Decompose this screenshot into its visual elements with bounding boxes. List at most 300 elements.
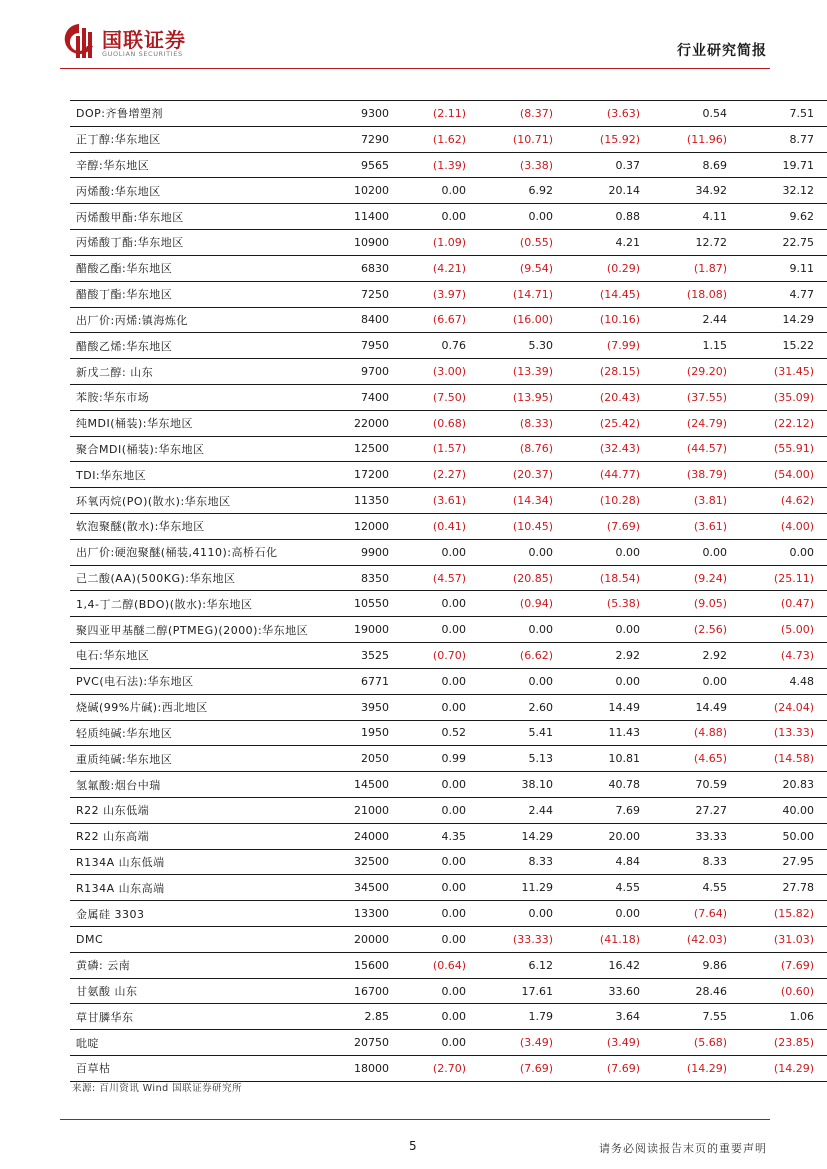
- change-cell: 6.12: [476, 952, 563, 978]
- change-cell: (18.08): [650, 281, 737, 307]
- price-cell: 8350: [341, 565, 389, 591]
- change-cell: (13.95): [476, 384, 563, 410]
- change-cell: (31.03): [737, 927, 827, 953]
- price-cell: 10900: [341, 230, 389, 256]
- change-cell: 6.92: [476, 178, 563, 204]
- product-name-cell: 金属硅 3303: [70, 901, 341, 927]
- change-cell: (4.57): [389, 565, 476, 591]
- change-cell: (14.71): [476, 281, 563, 307]
- change-cell: (4.62): [737, 488, 827, 514]
- table-body: [70, 101, 827, 1082]
- change-cell: 32.12: [737, 178, 827, 204]
- product-name-cell: 环氧丙烷(PO)(散水):华东地区: [70, 488, 341, 514]
- change-cell: 1.06: [737, 1004, 827, 1030]
- change-cell: (2.56): [650, 617, 737, 643]
- change-cell: (35.09): [737, 384, 827, 410]
- change-cell: (15.92): [563, 126, 650, 152]
- change-cell: (4.21): [389, 255, 476, 281]
- change-cell: (5.38): [563, 591, 650, 617]
- change-cell: 14.49: [650, 694, 737, 720]
- change-cell: 27.78: [737, 875, 827, 901]
- table-row: [70, 875, 827, 901]
- price-cell: 9900: [341, 539, 389, 565]
- change-cell: (37.55): [650, 384, 737, 410]
- change-cell: 7.55: [650, 1004, 737, 1030]
- price-change-table: [70, 100, 827, 1082]
- change-cell: (8.37): [476, 101, 563, 127]
- change-cell: 33.60: [563, 978, 650, 1004]
- change-cell: (0.29): [563, 255, 650, 281]
- change-cell: (32.43): [563, 436, 650, 462]
- change-cell: 0.00: [389, 668, 476, 694]
- price-cell: 12500: [341, 436, 389, 462]
- product-name-cell: R22 山东低端: [70, 797, 341, 823]
- table-row: [70, 359, 827, 385]
- change-cell: (10.16): [563, 307, 650, 333]
- table-row: [70, 849, 827, 875]
- price-cell: 22000: [341, 410, 389, 436]
- change-cell: (3.61): [650, 514, 737, 540]
- change-cell: 5.41: [476, 720, 563, 746]
- price-cell: 10200: [341, 178, 389, 204]
- price-cell: 10550: [341, 591, 389, 617]
- change-cell: (7.99): [563, 333, 650, 359]
- product-name-cell: 苯胺:华东市场: [70, 384, 341, 410]
- change-cell: 27.27: [650, 797, 737, 823]
- change-cell: (3.97): [389, 281, 476, 307]
- change-cell: 4.48: [737, 668, 827, 694]
- table-row: [70, 823, 827, 849]
- change-cell: 17.61: [476, 978, 563, 1004]
- change-cell: (2.70): [389, 1056, 476, 1082]
- table-row: [70, 1056, 827, 1082]
- change-cell: 0.76: [389, 333, 476, 359]
- table-row: [70, 643, 827, 669]
- change-cell: (25.42): [563, 410, 650, 436]
- change-cell: 4.77: [737, 281, 827, 307]
- change-cell: (0.64): [389, 952, 476, 978]
- change-cell: (3.63): [563, 101, 650, 127]
- product-name-cell: 重质纯碱:华东地区: [70, 746, 341, 772]
- price-cell: 32500: [341, 849, 389, 875]
- change-cell: (1.09): [389, 230, 476, 256]
- change-cell: (10.45): [476, 514, 563, 540]
- product-name-cell: R134A 山东低端: [70, 849, 341, 875]
- change-cell: (20.85): [476, 565, 563, 591]
- change-cell: 33.33: [650, 823, 737, 849]
- price-cell: 19000: [341, 617, 389, 643]
- change-cell: 11.29: [476, 875, 563, 901]
- change-cell: 3.64: [563, 1004, 650, 1030]
- change-cell: 0.00: [389, 797, 476, 823]
- product-name-cell: 烧碱(99%片碱):西北地区: [70, 694, 341, 720]
- change-cell: 0.00: [476, 901, 563, 927]
- change-cell: (5.00): [737, 617, 827, 643]
- product-name-cell: 黄磷: 云南: [70, 952, 341, 978]
- change-cell: 0.00: [563, 539, 650, 565]
- change-cell: (0.94): [476, 591, 563, 617]
- change-cell: (1.62): [389, 126, 476, 152]
- product-name-cell: 电石:华东地区: [70, 643, 341, 669]
- table-row: [70, 462, 827, 488]
- product-name-cell: 辛醇:华东地区: [70, 152, 341, 178]
- product-name-cell: DOP:齐鲁增塑剂: [70, 101, 341, 127]
- change-cell: (42.03): [650, 927, 737, 953]
- change-cell: 0.00: [563, 668, 650, 694]
- table-row: [70, 927, 827, 953]
- change-cell: (3.00): [389, 359, 476, 385]
- product-name-cell: DMC: [70, 927, 341, 953]
- change-cell: (9.05): [650, 591, 737, 617]
- change-cell: 40.78: [563, 772, 650, 798]
- change-cell: 0.37: [563, 152, 650, 178]
- change-cell: 0.00: [476, 204, 563, 230]
- change-cell: (14.34): [476, 488, 563, 514]
- price-cell: 16700: [341, 978, 389, 1004]
- product-name-cell: 丙烯酸甲酯:华东地区: [70, 204, 341, 230]
- change-cell: 9.11: [737, 255, 827, 281]
- price-cell: 7250: [341, 281, 389, 307]
- change-cell: (9.54): [476, 255, 563, 281]
- table-row: [70, 720, 827, 746]
- price-cell: 6830: [341, 255, 389, 281]
- change-cell: (2.27): [389, 462, 476, 488]
- change-cell: (8.33): [476, 410, 563, 436]
- product-name-cell: 纯MDI(桶装):华东地区: [70, 410, 341, 436]
- change-cell: (7.69): [737, 952, 827, 978]
- report-type-label: 行业研究简报: [677, 43, 767, 59]
- change-cell: (10.28): [563, 488, 650, 514]
- price-cell: 34500: [341, 875, 389, 901]
- change-cell: (4.88): [650, 720, 737, 746]
- change-cell: (2.11): [389, 101, 476, 127]
- change-cell: 0.52: [389, 720, 476, 746]
- change-cell: 1.15: [650, 333, 737, 359]
- change-cell: (0.70): [389, 643, 476, 669]
- change-cell: 12.72: [650, 230, 737, 256]
- change-cell: (20.43): [563, 384, 650, 410]
- table-row: [70, 126, 827, 152]
- change-cell: 2.92: [563, 643, 650, 669]
- table-row: [70, 565, 827, 591]
- change-cell: 50.00: [737, 823, 827, 849]
- price-cell: 20000: [341, 927, 389, 953]
- product-name-cell: 轻质纯碱:华东地区: [70, 720, 341, 746]
- table-row: [70, 333, 827, 359]
- change-cell: (1.39): [389, 152, 476, 178]
- change-cell: 0.88: [563, 204, 650, 230]
- change-cell: (3.49): [563, 1030, 650, 1056]
- change-cell: 34.92: [650, 178, 737, 204]
- change-cell: (5.68): [650, 1030, 737, 1056]
- change-cell: (7.69): [476, 1056, 563, 1082]
- price-cell: 21000: [341, 797, 389, 823]
- change-cell: 40.00: [737, 797, 827, 823]
- change-cell: 2.44: [650, 307, 737, 333]
- change-cell: (7.64): [650, 901, 737, 927]
- change-cell: 5.13: [476, 746, 563, 772]
- change-cell: 0.00: [389, 204, 476, 230]
- change-cell: (9.24): [650, 565, 737, 591]
- change-cell: (10.71): [476, 126, 563, 152]
- change-cell: 4.55: [650, 875, 737, 901]
- change-cell: 0.00: [389, 591, 476, 617]
- change-cell: (1.87): [650, 255, 737, 281]
- change-cell: (3.38): [476, 152, 563, 178]
- change-cell: (23.85): [737, 1030, 827, 1056]
- product-name-cell: 醋酸乙酯:华东地区: [70, 255, 341, 281]
- price-cell: 11350: [341, 488, 389, 514]
- price-cell: 12000: [341, 514, 389, 540]
- product-name-cell: 丙烯酸:华东地区: [70, 178, 341, 204]
- change-cell: 0.00: [389, 901, 476, 927]
- price-cell: 7290: [341, 126, 389, 152]
- change-cell: (38.79): [650, 462, 737, 488]
- change-cell: (54.00): [737, 462, 827, 488]
- change-cell: 0.00: [476, 539, 563, 565]
- change-cell: 20.14: [563, 178, 650, 204]
- change-cell: 11.43: [563, 720, 650, 746]
- change-cell: 9.86: [650, 952, 737, 978]
- footer-divider: [60, 1119, 770, 1120]
- table-row: [70, 952, 827, 978]
- change-cell: (14.45): [563, 281, 650, 307]
- product-name-cell: TDI:华东地区: [70, 462, 341, 488]
- change-cell: 14.49: [563, 694, 650, 720]
- product-name-cell: 出厂价:丙烯:镇海炼化: [70, 307, 341, 333]
- change-cell: 14.29: [476, 823, 563, 849]
- change-cell: (4.73): [737, 643, 827, 669]
- change-cell: 20.00: [563, 823, 650, 849]
- table-row: [70, 514, 827, 540]
- change-cell: (44.57): [650, 436, 737, 462]
- logo-text-cn: 国联证券: [102, 28, 186, 52]
- change-cell: (3.81): [650, 488, 737, 514]
- change-cell: (0.41): [389, 514, 476, 540]
- page-number: 5: [409, 1139, 417, 1153]
- table-row: [70, 255, 827, 281]
- price-cell: 13300: [341, 901, 389, 927]
- table-row: [70, 410, 827, 436]
- change-cell: (0.60): [737, 978, 827, 1004]
- price-cell: 14500: [341, 772, 389, 798]
- header-divider: [60, 68, 770, 69]
- table-row: [70, 539, 827, 565]
- change-cell: (24.79): [650, 410, 737, 436]
- change-cell: (1.57): [389, 436, 476, 462]
- change-cell: (28.15): [563, 359, 650, 385]
- price-cell: 3525: [341, 643, 389, 669]
- change-cell: (3.49): [476, 1030, 563, 1056]
- product-name-cell: PVC(电石法):华东地区: [70, 668, 341, 694]
- change-cell: (16.00): [476, 307, 563, 333]
- change-cell: 0.00: [389, 539, 476, 565]
- change-cell: 1.79: [476, 1004, 563, 1030]
- change-cell: 4.21: [563, 230, 650, 256]
- change-cell: 8.77: [737, 126, 827, 152]
- table-row: [70, 1030, 827, 1056]
- change-cell: (0.68): [389, 410, 476, 436]
- product-name-cell: 醋酸丁酯:华东地区: [70, 281, 341, 307]
- change-cell: (4.00): [737, 514, 827, 540]
- price-cell: 7400: [341, 384, 389, 410]
- change-cell: 0.00: [563, 617, 650, 643]
- change-cell: 0.00: [389, 1004, 476, 1030]
- change-cell: 0.00: [563, 901, 650, 927]
- change-cell: 20.83: [737, 772, 827, 798]
- change-cell: 19.71: [737, 152, 827, 178]
- price-cell: 9300: [341, 101, 389, 127]
- product-name-cell: 聚四亚甲基醚二醇(PTMEG)(2000):华东地区: [70, 617, 341, 643]
- table-row: [70, 591, 827, 617]
- change-cell: (18.54): [563, 565, 650, 591]
- change-cell: 38.10: [476, 772, 563, 798]
- table-row: [70, 152, 827, 178]
- product-name-cell: R22 山东高端: [70, 823, 341, 849]
- price-cell: 2050: [341, 746, 389, 772]
- change-cell: (7.50): [389, 384, 476, 410]
- product-name-cell: 醋酸乙烯:华东地区: [70, 333, 341, 359]
- table-row: [70, 617, 827, 643]
- change-cell: 7.51: [737, 101, 827, 127]
- change-cell: 0.00: [476, 617, 563, 643]
- change-cell: 28.46: [650, 978, 737, 1004]
- price-cell: 18000: [341, 1056, 389, 1082]
- price-cell: 11400: [341, 204, 389, 230]
- guolian-logo-icon: [62, 22, 96, 62]
- change-cell: 9.62: [737, 204, 827, 230]
- change-cell: 0.00: [737, 539, 827, 565]
- change-cell: (7.69): [563, 1056, 650, 1082]
- change-cell: 0.00: [389, 1030, 476, 1056]
- change-cell: 0.00: [476, 668, 563, 694]
- change-cell: (6.67): [389, 307, 476, 333]
- change-cell: (15.82): [737, 901, 827, 927]
- change-cell: (13.39): [476, 359, 563, 385]
- change-cell: 4.55: [563, 875, 650, 901]
- change-cell: 27.95: [737, 849, 827, 875]
- logo-text-en: GUOLIAN SECURITIES: [102, 50, 183, 58]
- change-cell: 0.00: [389, 875, 476, 901]
- change-cell: 0.00: [389, 617, 476, 643]
- change-cell: 7.69: [563, 797, 650, 823]
- change-cell: 8.33: [476, 849, 563, 875]
- table-row: [70, 797, 827, 823]
- change-cell: (33.33): [476, 927, 563, 953]
- change-cell: (8.76): [476, 436, 563, 462]
- change-cell: (3.61): [389, 488, 476, 514]
- product-name-cell: 丙烯酸丁酯:华东地区: [70, 230, 341, 256]
- table-row: [70, 668, 827, 694]
- change-cell: (44.77): [563, 462, 650, 488]
- change-cell: (14.29): [737, 1056, 827, 1082]
- source-note: 来源: 百川资讯 Wind 国联证券研究所: [72, 1083, 243, 1094]
- price-cell: 6771: [341, 668, 389, 694]
- change-cell: 70.59: [650, 772, 737, 798]
- table-row: [70, 694, 827, 720]
- change-cell: 0.00: [389, 927, 476, 953]
- product-name-cell: 聚合MDI(桶装):华东地区: [70, 436, 341, 462]
- change-cell: 0.00: [389, 849, 476, 875]
- price-cell: 2.85: [341, 1004, 389, 1030]
- change-cell: (0.55): [476, 230, 563, 256]
- table-row: [70, 436, 827, 462]
- product-name-cell: 正丁醇:华东地区: [70, 126, 341, 152]
- price-cell: 24000: [341, 823, 389, 849]
- change-cell: 16.42: [563, 952, 650, 978]
- change-cell: (4.65): [650, 746, 737, 772]
- change-cell: (55.91): [737, 436, 827, 462]
- change-cell: 8.69: [650, 152, 737, 178]
- change-cell: (29.20): [650, 359, 737, 385]
- product-name-cell: 软泡聚醚(散水):华东地区: [70, 514, 341, 540]
- table-row: [70, 178, 827, 204]
- change-cell: 8.33: [650, 849, 737, 875]
- table-row: [70, 772, 827, 798]
- change-cell: (13.33): [737, 720, 827, 746]
- price-cell: 9565: [341, 152, 389, 178]
- change-cell: (22.12): [737, 410, 827, 436]
- change-cell: (31.45): [737, 359, 827, 385]
- price-cell: 17200: [341, 462, 389, 488]
- table-row: [70, 978, 827, 1004]
- change-cell: 10.81: [563, 746, 650, 772]
- change-cell: (14.29): [650, 1056, 737, 1082]
- table-row: [70, 384, 827, 410]
- change-cell: 2.44: [476, 797, 563, 823]
- product-name-cell: 出厂价:硬泡聚醚(桶装,4110):高桥石化: [70, 539, 341, 565]
- change-cell: 0.00: [650, 668, 737, 694]
- change-cell: 5.30: [476, 333, 563, 359]
- product-name-cell: 1,4-丁二醇(BDO)(散水):华东地区: [70, 591, 341, 617]
- price-cell: 15600: [341, 952, 389, 978]
- change-cell: (14.58): [737, 746, 827, 772]
- product-name-cell: 氢氟酸:烟台中瑞: [70, 772, 341, 798]
- product-name-cell: 己二酸(AA)(500KG):华东地区: [70, 565, 341, 591]
- change-cell: (6.62): [476, 643, 563, 669]
- table-row: [70, 230, 827, 256]
- price-cell: 1950: [341, 720, 389, 746]
- change-cell: (11.96): [650, 126, 737, 152]
- product-name-cell: 草甘膦华东: [70, 1004, 341, 1030]
- price-cell: 20750: [341, 1030, 389, 1056]
- table-row: [70, 281, 827, 307]
- change-cell: 4.11: [650, 204, 737, 230]
- change-cell: 15.22: [737, 333, 827, 359]
- change-cell: 4.84: [563, 849, 650, 875]
- price-cell: 8400: [341, 307, 389, 333]
- table-row: [70, 1004, 827, 1030]
- product-name-cell: R134A 山东高端: [70, 875, 341, 901]
- change-cell: (24.04): [737, 694, 827, 720]
- change-cell: (25.11): [737, 565, 827, 591]
- product-name-cell: 百草枯: [70, 1056, 341, 1082]
- table-row: [70, 307, 827, 333]
- change-cell: (0.47): [737, 591, 827, 617]
- change-cell: 0.00: [389, 772, 476, 798]
- price-cell: 3950: [341, 694, 389, 720]
- product-name-cell: 吡啶: [70, 1030, 341, 1056]
- change-cell: 0.00: [389, 178, 476, 204]
- change-cell: (41.18): [563, 927, 650, 953]
- change-cell: 0.00: [650, 539, 737, 565]
- table-row: [70, 901, 827, 927]
- change-cell: (7.69): [563, 514, 650, 540]
- change-cell: 22.75: [737, 230, 827, 256]
- change-cell: 0.00: [389, 694, 476, 720]
- change-cell: 2.60: [476, 694, 563, 720]
- price-cell: 9700: [341, 359, 389, 385]
